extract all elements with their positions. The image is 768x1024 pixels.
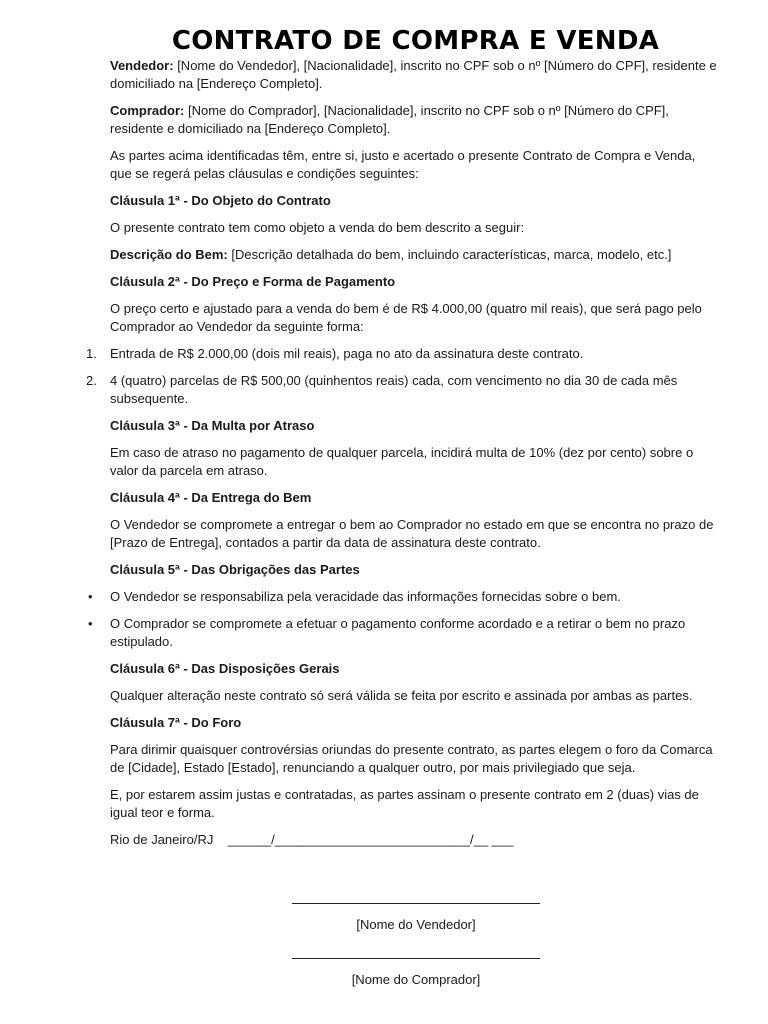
list-item-text: Entrada de R$ 2.000,00 (dois mil reais), paga no ato da assinatura deste contrato. <box>110 346 584 361</box>
comprador-signature-name: [Nome do Comprador] <box>351 972 481 987</box>
list-item-text: O Vendedor se responsabiliza pela veracidade das informações fornecidas sobre o bem. <box>110 589 621 604</box>
obligation-list-item <box>88 588 720 606</box>
bullet-icon: • <box>88 616 93 631</box>
clausula-6-heading: Cláusula 6ª - Das Disposições Gerais <box>110 661 340 676</box>
contract-body <box>86 57 720 858</box>
descricao-label: Descrição do Bem: <box>110 247 228 262</box>
payment-list-item <box>86 345 720 363</box>
clausula-4-heading: Cláusula 4ª - Da Entrega do Bem <box>110 490 312 505</box>
closing-paragraph: E, por estarem assim justas e contratadas, as partes assinam o presente contrato em 2 (duas) vias de igual teor e forma. <box>110 787 699 820</box>
comprador-signature-line <box>292 958 540 959</box>
clausula-3-heading: Cláusula 3ª - Da Multa por Atraso <box>110 418 315 433</box>
list-number: 2. <box>86 373 97 388</box>
list-number: 1. <box>86 346 97 361</box>
comprador-paragraph <box>110 102 720 138</box>
comprador-label: Comprador: <box>110 103 185 118</box>
vendedor-paragraph <box>110 57 720 93</box>
clausula-5-heading: Cláusula 5ª - Das Obrigações das Partes <box>110 562 360 577</box>
clausula-2-heading: Cláusula 2ª - Do Preço e Forma de Pagamento <box>110 274 396 289</box>
clausula-1-text: O presente contrato tem como objeto a venda do bem descrito a seguir: <box>110 220 525 235</box>
clausula-7-text: Para dirimir quaisquer controvérsias oriundas do presente contrato, as partes elegem o foro da Comarca de [Cidade], Estado [Estado], renunciando a qualquer outro, por mais privilegiado que seja. <box>110 742 713 775</box>
list-item-text: 4 (quatro) parcelas de R$ 500,00 (quinhentos reais) cada, com vencimento no dia 30 de cada mês subsequente. <box>110 373 678 406</box>
vendedor-signature-name: [Nome do Vendedor] <box>356 917 476 932</box>
bullet-icon: • <box>88 589 93 604</box>
intro-paragraph: As partes acima identificadas têm, entre si, justo e acertado o presente Contrato de Compra e Venda, que se regerá pelas cláusulas e condições seguintes: <box>110 148 696 181</box>
payment-list-item <box>86 372 720 408</box>
clausula-1-heading: Cláusula 1ª - Do Objeto do Contrato <box>110 193 331 208</box>
clausula-7-heading: Cláusula 7ª - Do Foro <box>110 715 242 730</box>
vendedor-signature-line <box>292 903 540 904</box>
place-date-line: Rio de Janeiro/RJ ______/___________________________/__ ___ <box>110 832 514 847</box>
list-item-text: O Comprador se compromete a efetuar o pagamento conforme acordado e a retirar o bem no prazo estipulado. <box>110 616 686 649</box>
obligation-list-item <box>88 615 720 651</box>
clausula-2-text: O preço certo e ajustado para a venda do bem é de R$ 4.000,00 (quatro mil reais), que será pago pelo Comprador ao Vendedor da seguinte forma: <box>110 301 702 334</box>
vendedor-label: Vendedor: <box>110 58 174 73</box>
vendedor-text: [Nome do Vendedor], [Nacionalidade], inscrito no CPF sob o nº [Número do CPF], residente e domiciliado na [Endereço Completo]. <box>110 58 717 91</box>
clausula-6-text: Qualquer alteração neste contrato só será válida se feita por escrito e assinada por ambas as partes. <box>110 688 693 703</box>
descricao-paragraph <box>110 246 720 264</box>
clausula-4-text: O Vendedor se compromete a entregar o bem ao Comprador no estado em que se encontra no prazo de [Prazo de Entrega], contados a partir da data de assinatura deste contrato. <box>110 517 714 550</box>
comprador-text: [Nome do Comprador], [Nacionalidade], inscrito no CPF sob o nº [Número do CPF], residente e domiciliado na [Endereço Completo]. <box>110 103 669 136</box>
clausula-3-text: Em caso de atraso no pagamento de qualquer parcela, incidirá multa de 10% (dez por cento) sobre o valor da parcela em atraso. <box>110 445 694 478</box>
descricao-text: [Descrição detalhada do bem, incluindo características, marca, modelo, etc.] <box>227 247 672 262</box>
page-title: CONTRATO DE COMPRA E VENDA <box>171 26 660 56</box>
